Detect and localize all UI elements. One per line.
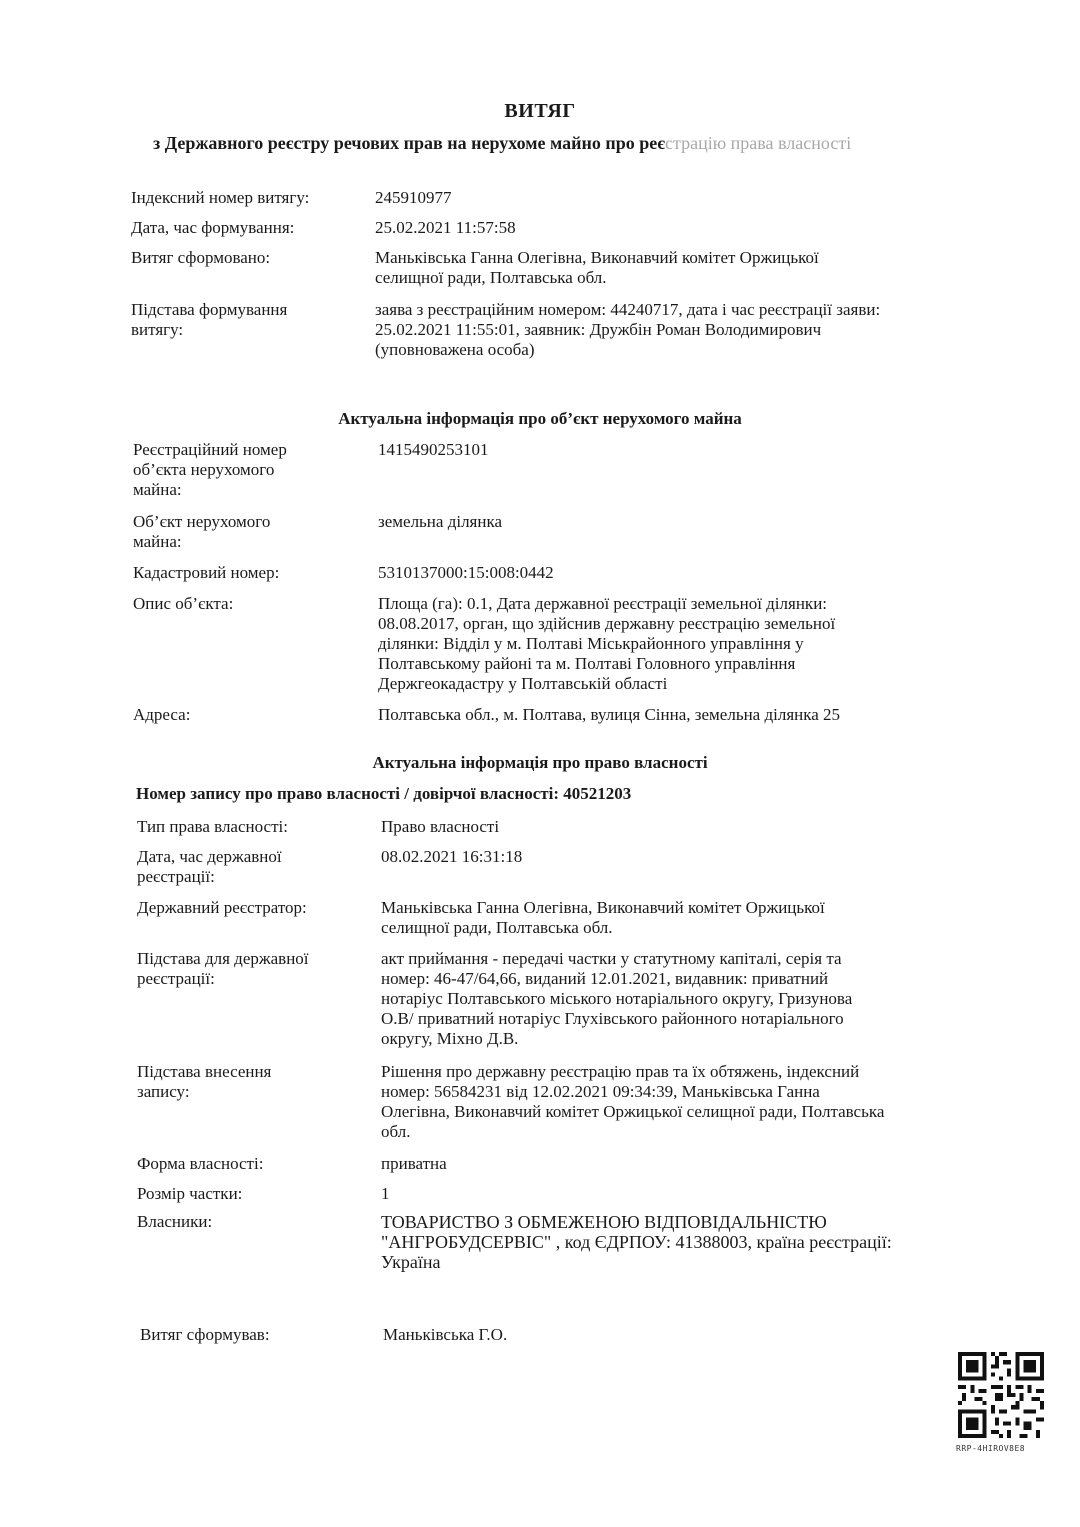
property-reg-value: 1415490253101 xyxy=(378,440,489,459)
entry-line: Олегівна, Виконавчий комітет Оржицької селищної ради, Полтавська xyxy=(381,1102,885,1121)
description-line: 08.08.2017, орган, що здійснив державну реєстрацію земельної xyxy=(378,614,836,633)
ownership-basis-label-line: Підстава для державної xyxy=(137,949,309,968)
extract-basis-value xyxy=(375,300,1055,360)
owners-line: "АНГРОБУДСЕРВІС" , код ЄДРПОУ: 41388003, країна реєстрації: xyxy=(381,1232,892,1252)
description-line: Полтавському районі та м. Полтаві Головного управління xyxy=(378,654,796,673)
reg-label-line: Реєстраційний номер xyxy=(133,440,287,459)
property-description-value xyxy=(378,594,978,694)
property-object-label xyxy=(133,512,270,552)
ownership-basis-label xyxy=(137,949,309,989)
entry-label-line: запису: xyxy=(137,1082,190,1101)
ownership-registrar-value xyxy=(381,898,981,938)
ownership-entry-label xyxy=(137,1062,271,1102)
extract-index-label: Індексний номер витягу: xyxy=(131,188,310,207)
entry-line: номер: 56584231 від 12.02.2021 09:34:39, Маньківська Ганна xyxy=(381,1082,820,1101)
extract-index-value: 245910977 xyxy=(375,188,452,207)
registrar-line: селищної ради, Полтавська обл. xyxy=(381,918,613,937)
ownership-owners-value xyxy=(381,1212,1001,1272)
reg-label-line: майна: xyxy=(133,480,182,499)
subtitle-faded: страцію права власності xyxy=(665,133,852,153)
ownership-basis-line: нотаріус Полтавського міського нотаріального округу, Гризунова xyxy=(381,989,853,1008)
reg-date-label-line: реєстрації: xyxy=(137,867,215,886)
ownership-type-label: Тип права власності: xyxy=(137,817,288,836)
extract-date-value: 25.02.2021 11:57:58 xyxy=(375,218,516,237)
property-description-label: Опис об’єкта: xyxy=(133,594,234,613)
ownership-entry-value xyxy=(381,1062,1021,1142)
ownership-share-value: 1 xyxy=(381,1184,390,1203)
ownership-share-label: Розмір частки: xyxy=(137,1184,243,1203)
owners-line: ТОВАРИСТВО З ОБМЕЖЕНОЮ ВІДПОВІДАЛЬНІСТЮ xyxy=(381,1212,827,1232)
description-line: Площа (га): 0.1, Дата державної реєстрації земельної ділянки: xyxy=(378,594,828,613)
ownership-date-value: 08.02.2021 16:31:18 xyxy=(381,847,523,866)
object-label-line: Об’єкт нерухомого xyxy=(133,512,271,531)
extract-basis-label xyxy=(131,300,287,340)
signed-label: Витяг сформував: xyxy=(140,1325,270,1344)
ownership-type-value: Право власності xyxy=(381,817,500,836)
ownership-section-title: Актуальна інформація про право власності xyxy=(372,753,708,772)
ownership-record-title: Номер запису про право власності / довірчої власності: 40521203 xyxy=(136,784,632,803)
extract-formed-by-value xyxy=(375,248,1015,288)
basis-label-line: Підстава формування xyxy=(131,300,288,319)
document-title: ВИТЯГ xyxy=(504,100,576,122)
entry-line: Рішення про державну реєстрацію прав та їх обтяжень, індексний xyxy=(381,1062,860,1081)
property-cadastral-label: Кадастровий номер: xyxy=(133,563,280,582)
description-line: Держгеокадастру у Полтавській області xyxy=(378,674,668,693)
extract-date-label: Дата, час формування: xyxy=(131,218,295,237)
formed-by-line: Маньківська Ганна Олегівна, Виконавчий комітет Оржицької xyxy=(375,248,819,267)
property-cadastral-value: 5310137000:15:008:0442 xyxy=(378,563,554,582)
description-line: ділянки: Відділ у м. Полтаві Міськрайонного управління у xyxy=(378,634,804,653)
ownership-form-label: Форма власності: xyxy=(137,1154,264,1173)
reg-label-line: об’єкта нерухомого xyxy=(133,460,275,479)
basis-label-line: витягу: xyxy=(131,320,184,339)
basis-line: 25.02.2021 11:55:01, заявник: Дружбін Роман Володимирович xyxy=(375,320,822,339)
registrar-line: Маньківська Ганна Олегівна, Виконавчий комітет Оржицької xyxy=(381,898,825,917)
ownership-owners-label: Власники: xyxy=(137,1212,213,1231)
object-label-line: майна: xyxy=(133,532,182,551)
ownership-basis-line: О.В/ приватний нотаріус Глухівського районного нотаріального xyxy=(381,1009,844,1028)
qr-code-icon xyxy=(958,1352,1044,1438)
ownership-basis-line: акт приймання - передачі частки у статутному капіталі, серія та xyxy=(381,949,842,968)
basis-line: заява з реєстраційним номером: 44240717, дата і час реєстрації заяви: xyxy=(375,300,881,319)
ownership-basis-line: номер: 46-47/64,66, виданий 12.01.2021, видавник: приватний xyxy=(381,969,829,988)
ownership-form-value: приватна xyxy=(381,1154,447,1173)
ownership-date-label xyxy=(137,847,282,887)
formed-by-line: селищної ради, Полтавська обл. xyxy=(375,268,607,287)
entry-label-line: Підстава внесення xyxy=(137,1062,272,1081)
ownership-basis-value xyxy=(381,949,1001,1049)
property-section-title: Актуальна інформація про об’єкт нерухомого майна xyxy=(338,409,742,428)
qr-caption: RRP-4HIROV8E8 xyxy=(956,1444,1026,1453)
ownership-basis-line: округу, Міхно Д.В. xyxy=(381,1029,519,1048)
entry-line: обл. xyxy=(381,1122,411,1141)
subtitle-main: з Державного реєстру речових прав на нерухоме майно про реє xyxy=(153,133,666,153)
ownership-registrar-label: Державний реєстратор: xyxy=(137,898,307,917)
property-address-value: Полтавська обл., м. Полтава, вулиця Сінна, земельна ділянка 25 xyxy=(378,705,841,724)
property-address-label: Адреса: xyxy=(133,705,191,724)
document-subtitle xyxy=(153,133,851,154)
reg-date-label-line: Дата, час державної xyxy=(137,847,282,866)
property-object-value: земельна ділянка xyxy=(378,512,503,531)
basis-line: (уповноважена особа) xyxy=(375,340,535,359)
ownership-basis-label-line: реєстрації: xyxy=(137,969,215,988)
extract-formed-by-label: Витяг сформовано: xyxy=(131,248,271,267)
property-reg-label xyxy=(133,440,287,500)
owners-line: Україна xyxy=(381,1252,441,1272)
signed-value: Маньківська Г.О. xyxy=(383,1325,508,1344)
